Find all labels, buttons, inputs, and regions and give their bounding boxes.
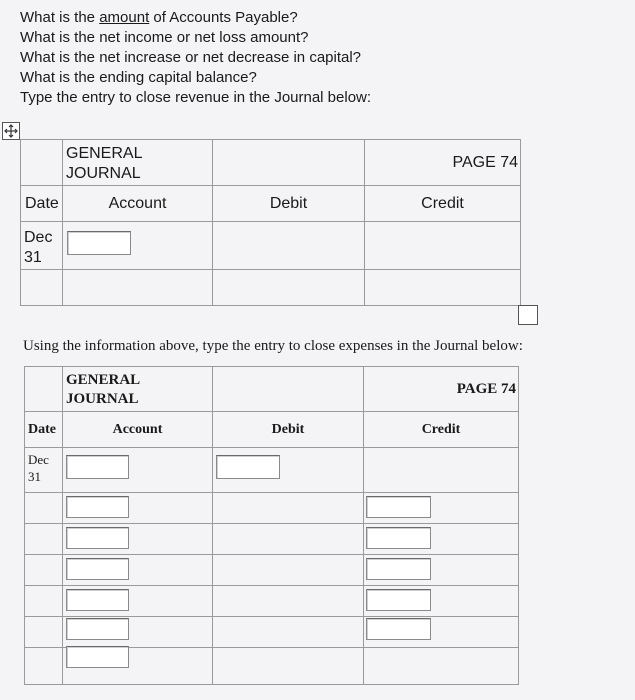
account-input[interactable] (66, 646, 129, 668)
journal-table-revenue (20, 139, 521, 306)
credit-input[interactable] (366, 496, 431, 518)
column-header-debit: Debit (213, 186, 365, 222)
account-input[interactable] (66, 496, 129, 518)
account-input[interactable] (67, 231, 131, 255)
journal-title: GENERAL JOURNAL (63, 140, 213, 186)
column-header-account: Account (63, 412, 213, 448)
debit-input[interactable] (216, 455, 280, 479)
question-text: of Accounts Payable? (149, 9, 298, 26)
question-ending-capital: What is the ending capital balance? (20, 69, 257, 86)
question-list (20, 8, 371, 108)
account-input[interactable] (66, 589, 129, 611)
credit-input[interactable] (366, 558, 431, 580)
amount-link[interactable]: amount (99, 9, 150, 26)
account-input[interactable] (66, 527, 129, 549)
journal-title: GENERAL JOURNAL (63, 367, 213, 412)
question-text: What is the (20, 9, 100, 26)
page-number: PAGE 74 (365, 140, 521, 186)
column-header-account: Account (63, 186, 213, 222)
question-close-revenue: Type the entry to close revenue in the Journal below: (20, 89, 372, 106)
column-header-date: Date (21, 186, 63, 222)
checkbox-icon[interactable] (518, 305, 538, 325)
credit-input[interactable] (366, 618, 431, 640)
column-header-debit: Debit (213, 412, 364, 448)
instruction-close-expenses: Using the information above, type the entry to close expenses in the Journal below: (23, 338, 523, 354)
entry-date: Dec 31 (25, 448, 63, 493)
credit-input[interactable] (366, 527, 431, 549)
account-input[interactable] (66, 558, 129, 580)
account-input[interactable] (66, 455, 129, 479)
entry-date: Dec 31 (21, 222, 63, 270)
column-header-credit: Credit (364, 412, 519, 448)
question-net-income: What is the net income or net loss amount? (20, 29, 309, 46)
page-number: PAGE 74 (364, 367, 519, 412)
column-header-credit: Credit (365, 186, 521, 222)
account-input[interactable] (66, 618, 129, 640)
question-capital-change: What is the net increase or net decrease in capital? (20, 49, 362, 66)
question-accounts-payable (20, 8, 371, 28)
credit-input[interactable] (366, 589, 431, 611)
move-arrows-icon[interactable] (2, 122, 20, 140)
column-header-date: Date (25, 412, 63, 448)
